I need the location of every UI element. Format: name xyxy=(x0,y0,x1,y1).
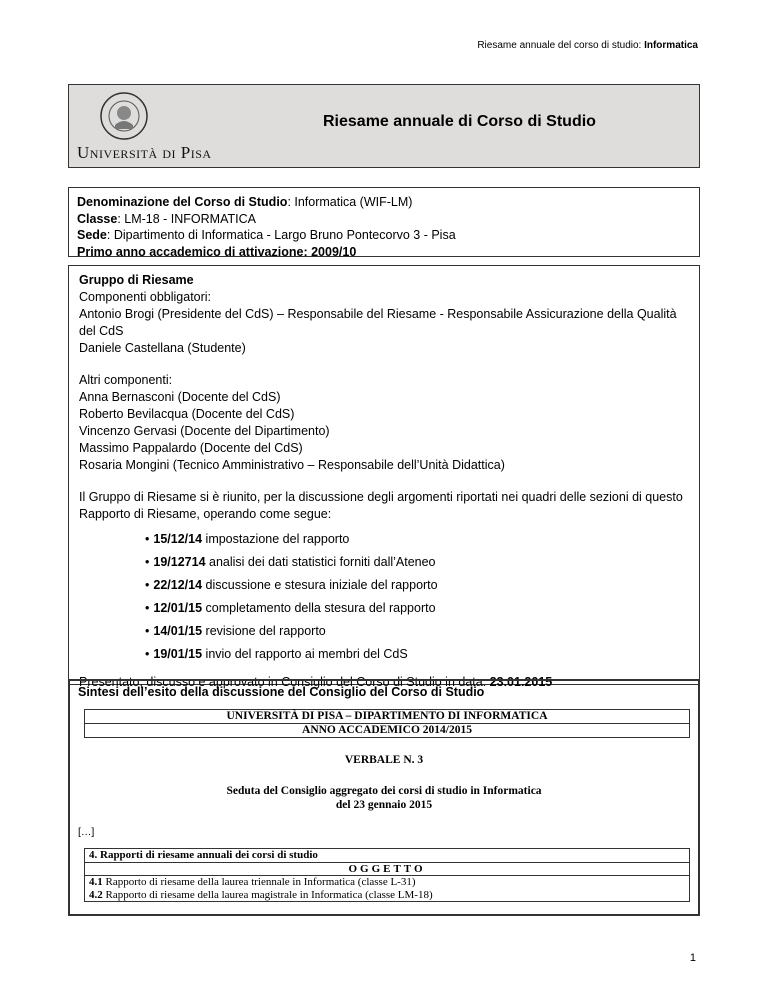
bullet-icon: • xyxy=(145,624,150,638)
running-header-course: Informatica xyxy=(644,40,698,51)
meeting-item xyxy=(145,531,689,547)
omission-marker: […] xyxy=(78,826,95,838)
agenda-item-number: 4.2 xyxy=(89,888,103,901)
university-seal-icon xyxy=(99,91,149,141)
seduta-line: Seduta del Consiglio aggregato dei corsi di studio in Informatica xyxy=(226,785,542,797)
obbligatori-label: Componenti obbligatori: xyxy=(79,290,212,304)
bullet-icon: • xyxy=(145,578,150,592)
agenda-header: OGGETTO xyxy=(85,862,690,876)
sede-label: Sede xyxy=(77,228,107,242)
obbligatorio-member: Antonio Brogi (Presidente del CdS) – Responsabile del Riesame - Responsabile Assicurazione della Qualità del CdS xyxy=(79,307,677,338)
primo-anno-row xyxy=(77,244,691,261)
meeting-text: invio del rapporto ai membri del CdS xyxy=(202,647,408,661)
sede-value: : Dipartimento di Informatica - Largo Bruno Pontecorvo 3 - Pisa xyxy=(106,228,456,242)
altro-member: Vincenzo Gervasi (Docente del Dipartimento) xyxy=(79,424,330,438)
meeting-text: completamento della stesura del rapporto xyxy=(202,601,436,615)
altro-member: Rosaria Mongini (Tecnico Amministrativo – Responsabile dell’Unità Didattica) xyxy=(79,458,505,472)
agenda-table xyxy=(84,848,690,902)
document-title: Riesame annuale di Corso di Studio xyxy=(323,113,596,130)
meeting-item xyxy=(145,623,689,639)
altri-label: Altri componenti: xyxy=(79,373,173,387)
classe-label: Classe xyxy=(77,211,118,226)
meeting-date: 19/12714 xyxy=(153,555,206,569)
meeting-date: 15/12/14 xyxy=(153,532,203,546)
bullet-icon: • xyxy=(145,647,150,661)
altro-member: Massimo Pappalardo (Docente del CdS) xyxy=(79,441,303,455)
course-info-box xyxy=(68,187,700,257)
agenda-item-text: Rapporto di riesame della laurea magistrale in Informatica (classe LM-18) xyxy=(102,888,433,901)
agenda-title xyxy=(85,849,690,863)
meeting-text: impostazione del rapporto xyxy=(202,532,350,546)
department-line: UNIVERSITÀ DI PISA – DIPARTIMENTO DI INFORMATICA xyxy=(85,710,690,724)
page-number: 1 xyxy=(689,952,696,964)
agenda-item xyxy=(85,876,690,902)
running-header-prefix: Riesame annuale del corso di studio: xyxy=(477,40,642,51)
altro-member: Roberto Bevilacqua (Docente del CdS) xyxy=(79,407,295,421)
meeting-item xyxy=(145,600,689,616)
approval-text: Presentato, discusso e approvato in Consiglio del Corso di Studio in data: xyxy=(79,675,490,689)
denominazione-value: : Informatica (WIF-LM) xyxy=(287,195,413,209)
denominazione-label: Denominazione del Corso di Studio xyxy=(77,195,288,209)
denominazione-row xyxy=(77,194,691,211)
sintesi-box xyxy=(68,679,700,916)
gruppo-riesame-box xyxy=(68,265,700,689)
bullet-icon: • xyxy=(145,555,150,569)
meeting-item xyxy=(145,646,689,662)
running-header xyxy=(477,40,698,51)
meeting-date: 22/12/14 xyxy=(153,578,203,592)
university-name: Università di Pisa xyxy=(77,143,212,162)
gruppo-intro: Il Gruppo di Riesame si è riunito, per la discussione degli argomenti riportati nei quadri delle sezioni di questo Rapporto di Riesame, operando come segue: xyxy=(79,490,683,521)
title-banner xyxy=(68,84,700,168)
agenda-item-text: Rapporto di riesame della laurea triennale in Informatica (classe L-31) xyxy=(102,876,416,888)
sede-row xyxy=(77,227,691,244)
obbligatorio-member: Daniele Castellana (Studente) xyxy=(79,341,246,355)
sintesi-title: Sintesi dell’esito della discussione del Consiglio del Corso di Studio xyxy=(78,685,485,699)
gruppo-title: Gruppo di Riesame xyxy=(79,273,194,287)
meeting-item xyxy=(145,554,689,570)
meeting-item xyxy=(145,577,689,593)
meeting-text: revisione del rapporto xyxy=(202,624,326,638)
meeting-text: analisi dei dati statistici forniti dall’Ateneo xyxy=(205,555,436,569)
bullet-icon: • xyxy=(145,601,150,615)
meeting-date: 14/01/15 xyxy=(153,624,203,638)
meeting-list xyxy=(145,531,689,662)
department-table xyxy=(84,709,690,738)
meeting-date: 12/01/15 xyxy=(153,601,203,615)
altro-member: Anna Bernasconi (Docente del CdS) xyxy=(79,390,281,404)
seduta-date: del 23 gennaio 2015 xyxy=(335,799,433,811)
approval-date: 23.01.2015 xyxy=(489,675,553,689)
seduta-heading xyxy=(78,784,690,812)
meeting-text: discussione e stesura iniziale del rapporto xyxy=(202,578,438,592)
bullet-icon: • xyxy=(145,532,150,546)
academic-year: ANNO ACCADEMICO 2014/2015 xyxy=(85,724,690,738)
meeting-date: 19/01/15 xyxy=(153,647,203,661)
verbale-number: VERBALE N. 3 xyxy=(344,754,424,766)
classe-row xyxy=(77,211,691,228)
agenda-title-text: 4. Rapporti di riesame annuali dei corsi di studio xyxy=(89,849,318,861)
primo-anno: Primo anno accademico di attivazione: 2009/10 xyxy=(77,244,357,259)
classe-value: : LM-18 - INFORMATICA xyxy=(117,211,256,226)
agenda-item-number: 4.1 xyxy=(89,876,103,888)
